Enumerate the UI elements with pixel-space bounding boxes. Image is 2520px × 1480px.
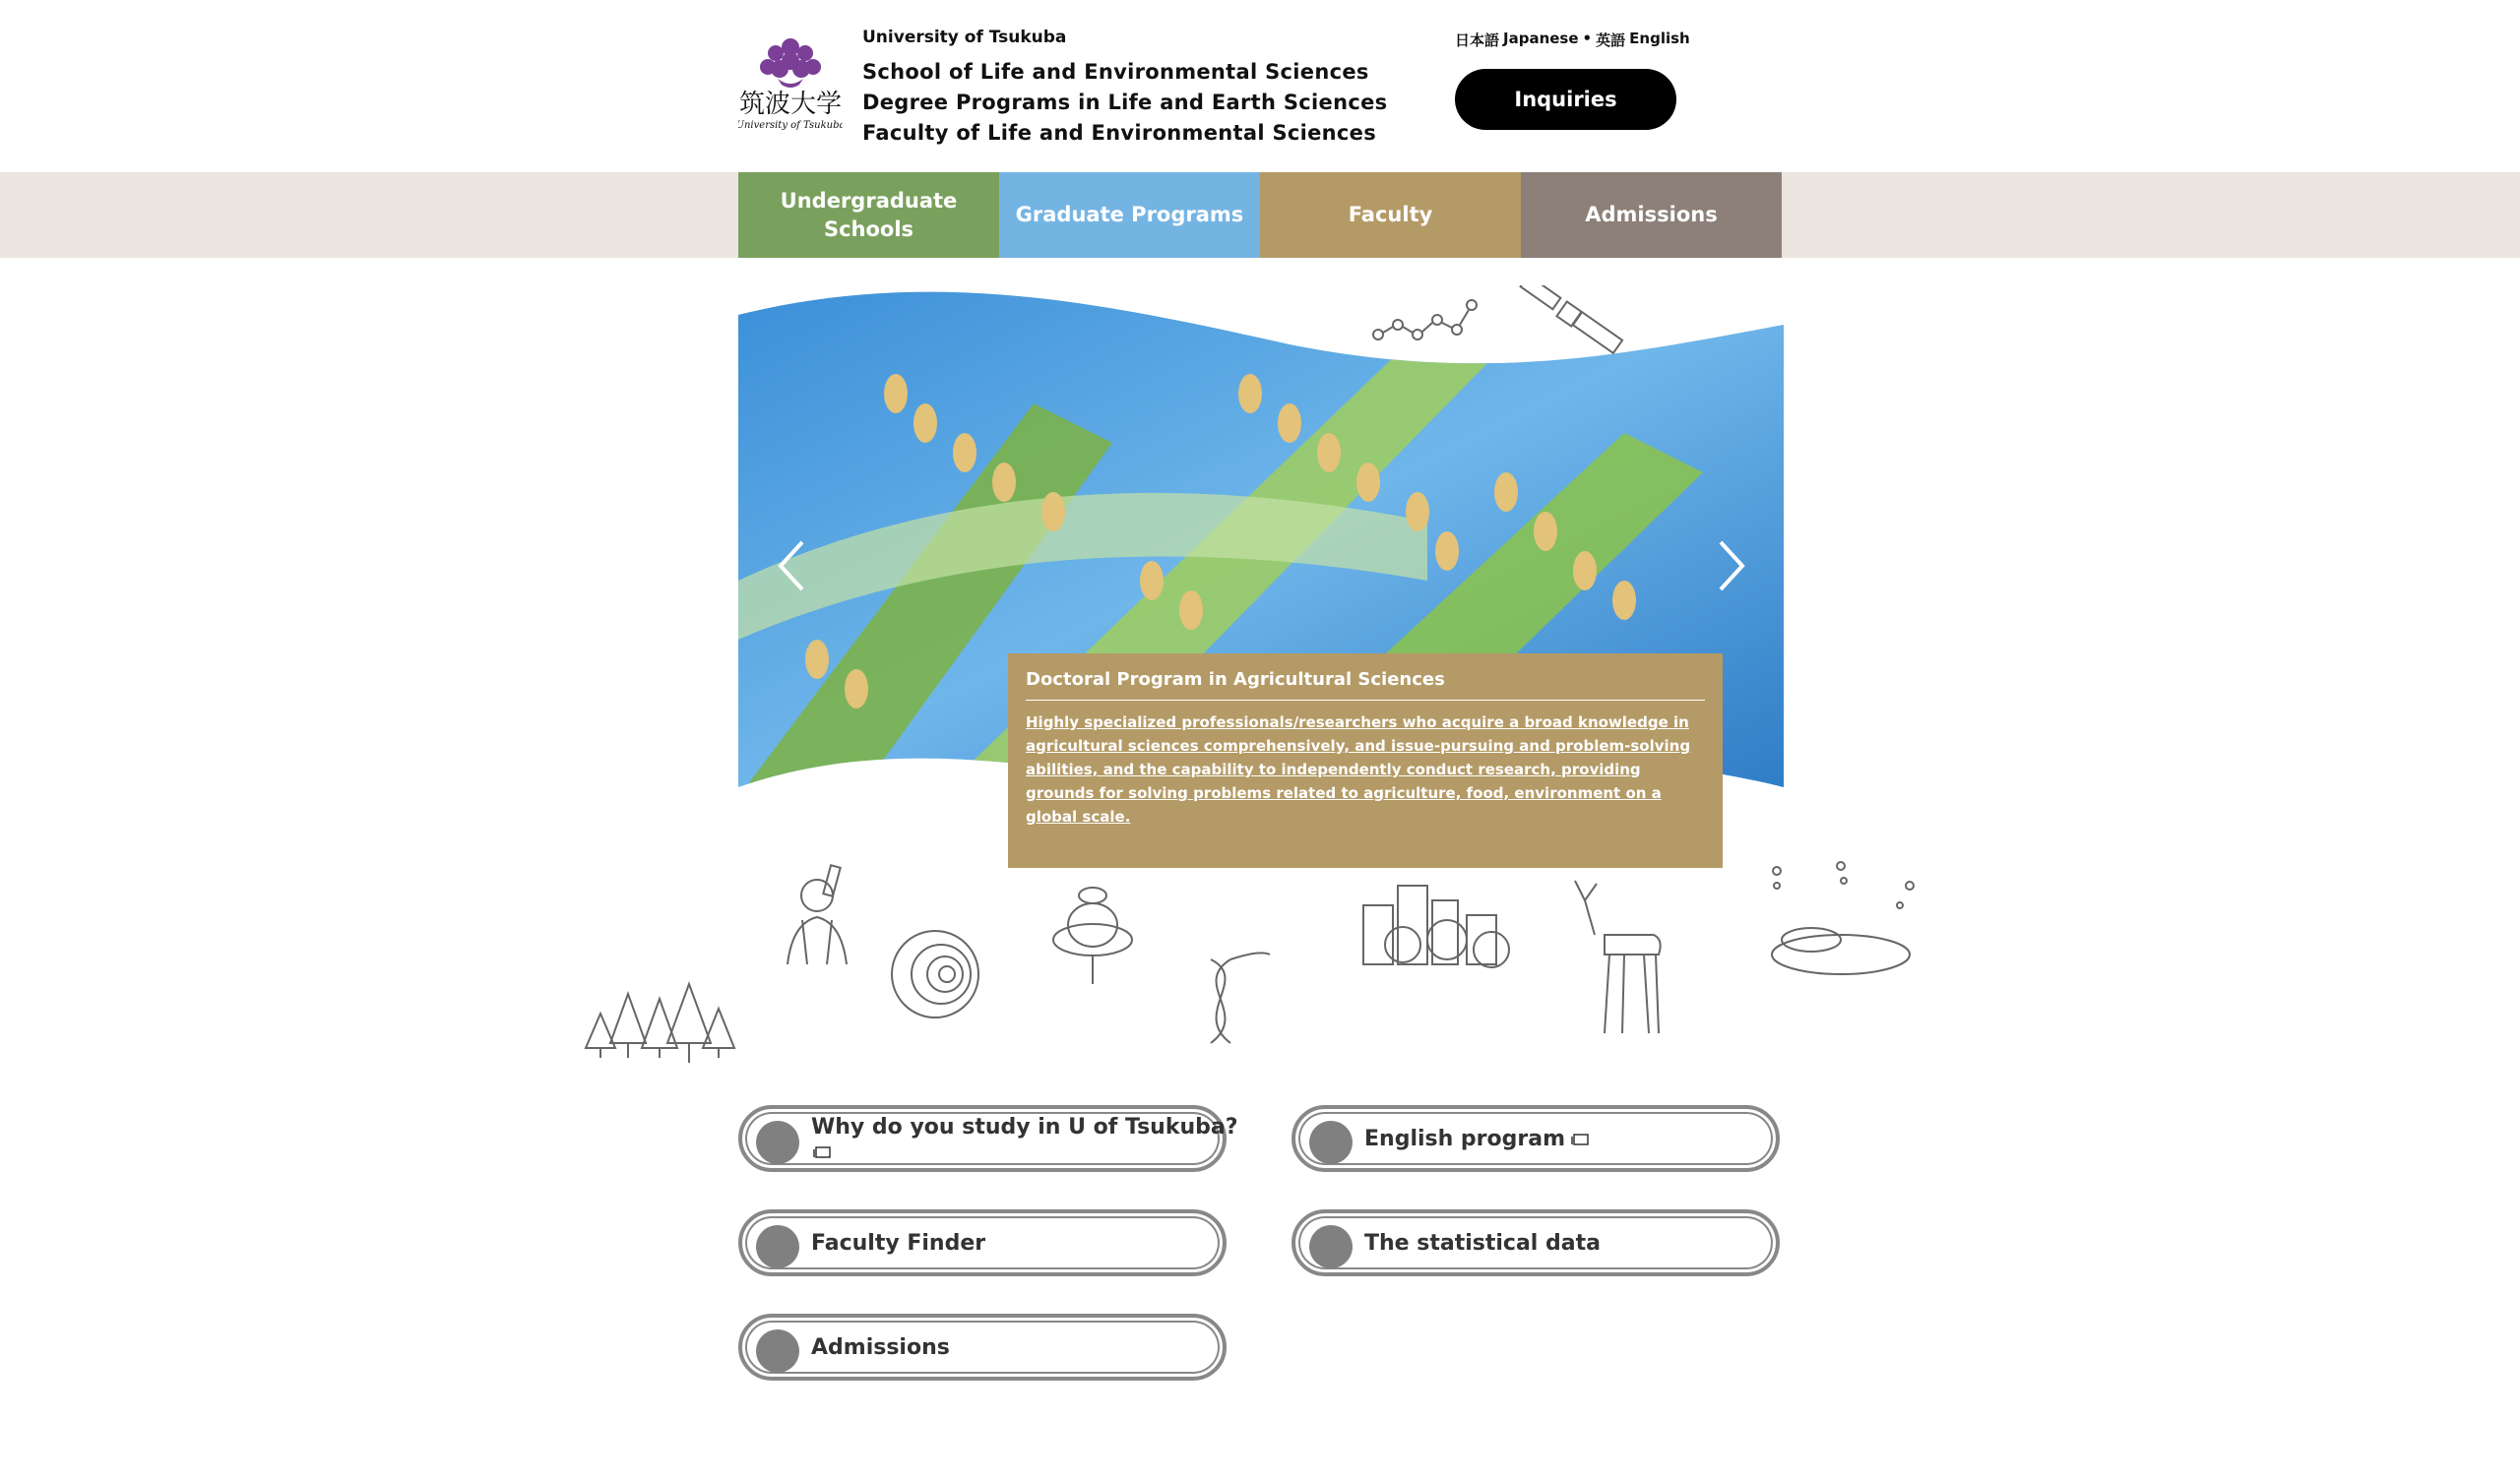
link-text: English program bbox=[1364, 1126, 1566, 1151]
nav-undergraduate-schools[interactable] bbox=[738, 172, 999, 258]
ammonite-icon bbox=[892, 931, 978, 1018]
slider-prev-button[interactable] bbox=[773, 536, 812, 595]
faculty-finder-link[interactable] bbox=[738, 1209, 1227, 1276]
university-name: University of Tsukuba bbox=[862, 28, 1067, 47]
satellite-icon bbox=[1521, 285, 1622, 353]
link-text: Faculty Finder bbox=[811, 1230, 986, 1256]
lang-japanese[interactable]: Japanese bbox=[1503, 30, 1579, 47]
link-text: The statistical data bbox=[1364, 1230, 1601, 1256]
nav-graduate-programs[interactable] bbox=[999, 172, 1260, 258]
link-text: Why do you study in U of Tsukuba? bbox=[811, 1115, 1238, 1140]
admissions-link[interactable] bbox=[738, 1314, 1227, 1381]
molecule-icon bbox=[1373, 300, 1477, 339]
why-study-link[interactable] bbox=[738, 1105, 1238, 1172]
nav-faculty[interactable] bbox=[1260, 172, 1521, 258]
external-window-icon bbox=[1571, 1134, 1589, 1145]
school-line: School of Life and Environmental Sciences bbox=[862, 60, 1369, 84]
language-switcher bbox=[1455, 30, 1690, 50]
nav-label: Faculty bbox=[1348, 203, 1433, 226]
nav-label: Undergraduate Schools bbox=[780, 188, 958, 241]
nav-admissions[interactable] bbox=[1521, 172, 1782, 258]
lang-english[interactable]: English bbox=[1629, 30, 1690, 47]
trees-icon bbox=[586, 984, 734, 1063]
chevron-right-icon bbox=[1711, 536, 1750, 595]
school-line: Faculty of Life and Environmental Sciences bbox=[862, 121, 1376, 145]
english-program-link[interactable] bbox=[1292, 1105, 1780, 1172]
flower-bee-icon bbox=[1053, 888, 1132, 984]
illustration-strip bbox=[581, 846, 1939, 1073]
chevron-left-icon bbox=[773, 536, 812, 595]
link-text: Admissions bbox=[811, 1334, 950, 1360]
caption-link[interactable]: Highly specialized professionals/researchers who acquire a broad knowledge in agricultural sciences comprehensively, and issue-pursuing and problem-solving abilities, and the capability to independently conduct research, providing grounds for solving problems related to agriculture, food, environment on a global scale. bbox=[1026, 713, 1691, 826]
external-window-icon bbox=[813, 1146, 831, 1158]
logo-kanji: 筑波大学 bbox=[738, 90, 843, 119]
lang-english-kanji[interactable]: 英語 bbox=[1596, 31, 1626, 49]
city-people-icon bbox=[1363, 886, 1509, 967]
scientist-icon bbox=[788, 865, 847, 964]
slide-caption bbox=[1008, 653, 1723, 868]
bullet-circle-icon bbox=[756, 1225, 799, 1268]
bullet-circle-icon bbox=[1309, 1225, 1353, 1268]
university-logo[interactable] bbox=[738, 30, 843, 134]
coral-reef-icon bbox=[1772, 862, 1914, 974]
link-label bbox=[811, 1115, 1237, 1164]
school-title bbox=[862, 57, 1387, 149]
slider-next-button[interactable] bbox=[1711, 536, 1750, 595]
lang-japanese-kanji[interactable]: 日本語 bbox=[1455, 31, 1500, 49]
caption-title: Doctoral Program in Agricultural Sciences bbox=[1026, 669, 1705, 701]
statistical-data-link[interactable] bbox=[1292, 1209, 1780, 1276]
school-line: Degree Programs in Life and Earth Sciences bbox=[862, 91, 1388, 114]
bullet-circle-icon bbox=[756, 1121, 799, 1164]
bullet-circle-icon bbox=[756, 1329, 799, 1373]
logo-subtext: University of Tsukuba bbox=[738, 120, 843, 131]
link-label bbox=[1364, 1127, 1589, 1151]
inquiries-button[interactable]: Inquiries bbox=[1455, 69, 1676, 130]
main-nav bbox=[738, 172, 1782, 258]
dna-icon bbox=[1211, 953, 1270, 1043]
lang-separator: • bbox=[1582, 30, 1593, 47]
nav-label: Admissions bbox=[1585, 203, 1718, 226]
nav-label: Graduate Programs bbox=[1015, 203, 1244, 226]
bullet-circle-icon bbox=[1309, 1121, 1353, 1164]
deer-icon bbox=[1575, 881, 1661, 1033]
